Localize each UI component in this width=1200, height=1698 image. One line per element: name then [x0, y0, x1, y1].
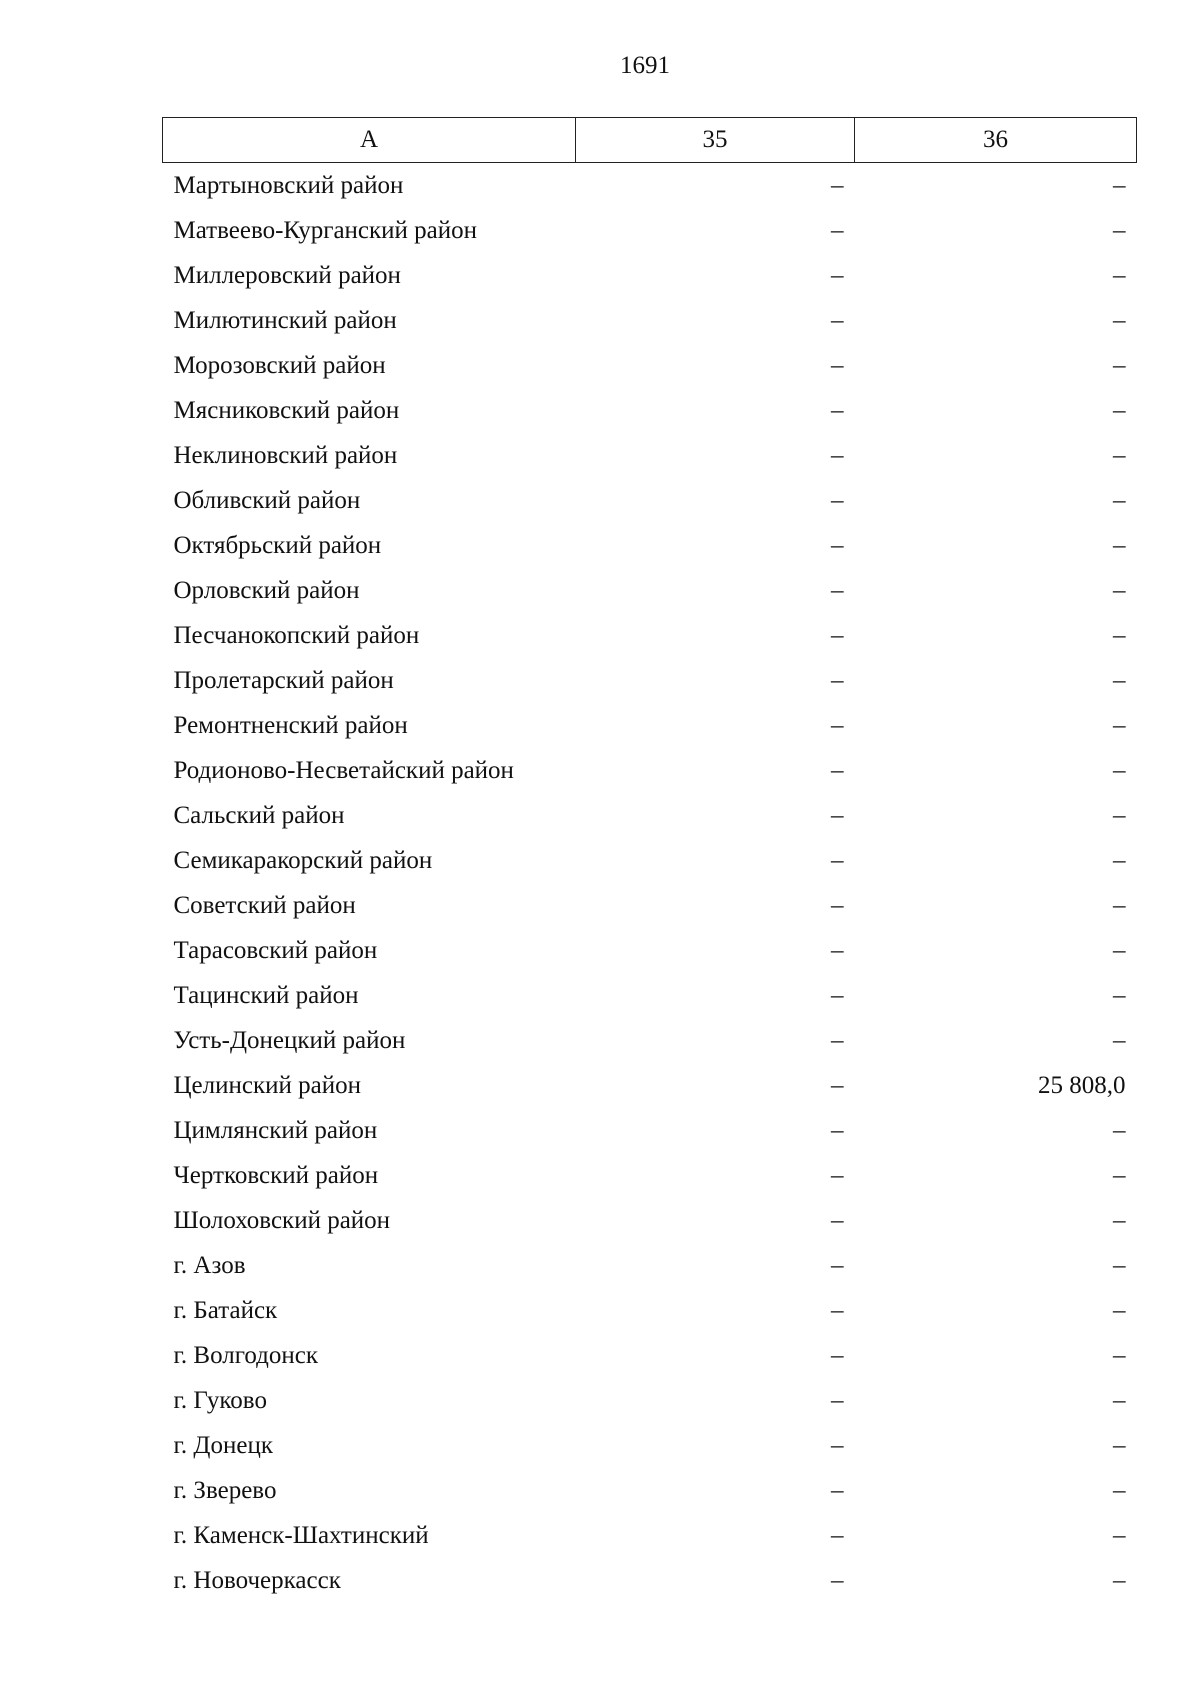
- row-value-35: –: [831, 441, 844, 469]
- row-value-36: –: [1113, 1566, 1126, 1594]
- row-value-36: –: [1113, 1206, 1126, 1234]
- row-name: Морозовский район: [173, 351, 386, 379]
- row-value-35: –: [831, 621, 844, 649]
- row-name: Шолоховский район: [173, 1206, 391, 1234]
- header-col-35: 35: [576, 118, 855, 163]
- row-name: Ремонтненский район: [173, 711, 408, 739]
- row-value-35: –: [831, 171, 844, 199]
- row-value-35: –: [831, 1386, 844, 1414]
- row-value-35: –: [831, 261, 844, 289]
- row-name: Октябрьский район: [173, 531, 382, 559]
- row-value-36: –: [1113, 171, 1126, 199]
- row-value-36: –: [1113, 756, 1126, 784]
- row-name: г. Азов: [173, 1251, 246, 1279]
- row-value-36: –: [1113, 666, 1126, 694]
- table-body: [163, 163, 1137, 1604]
- row-name: г. Гуково: [173, 1386, 267, 1414]
- row-name: Милютинский район: [173, 306, 397, 334]
- row-value-36: –: [1113, 1116, 1126, 1144]
- row-name: Мясниковский район: [173, 396, 400, 424]
- row-value-36: –: [1113, 306, 1126, 334]
- row-name: Семикаракорский район: [173, 846, 433, 874]
- table-row: [163, 163, 1137, 209]
- row-value-35: –: [831, 801, 844, 829]
- table-row: [163, 1198, 1137, 1243]
- row-name: Чертковский район: [173, 1161, 379, 1189]
- row-name: Орловский район: [173, 576, 360, 604]
- row-value-35: –: [831, 396, 844, 424]
- table-row: [163, 748, 1137, 793]
- table-row: [163, 1153, 1137, 1198]
- row-value-36: 25 808,0: [1038, 1071, 1126, 1099]
- row-name: Песчанокопский район: [173, 621, 420, 649]
- row-name: Целинский район: [173, 1071, 361, 1099]
- table-row: [163, 703, 1137, 748]
- row-value-36: –: [1113, 1296, 1126, 1324]
- row-value-35: –: [831, 1251, 844, 1279]
- row-value-35: –: [831, 1161, 844, 1189]
- table-row: [163, 883, 1137, 928]
- row-value-36: –: [1113, 351, 1126, 379]
- table-row: [163, 1108, 1137, 1153]
- row-name: Миллеровский район: [173, 261, 401, 289]
- data-table-container: [162, 117, 1136, 1603]
- row-value-36: –: [1113, 1431, 1126, 1459]
- row-name: Сальский район: [173, 801, 345, 829]
- row-name: Обливский район: [173, 486, 361, 514]
- table-row: [163, 838, 1137, 883]
- row-name: Пролетарский район: [173, 666, 394, 694]
- row-value-35: –: [831, 666, 844, 694]
- table-row: [163, 253, 1137, 298]
- row-value-36: –: [1113, 1386, 1126, 1414]
- table-row: [163, 1423, 1137, 1468]
- header-col-a: А: [163, 118, 576, 163]
- row-value-35: –: [831, 216, 844, 244]
- row-name: г. Волгодонск: [173, 1341, 319, 1369]
- row-name: Цимлянский район: [173, 1116, 378, 1144]
- table-row: [163, 388, 1137, 433]
- row-value-35: –: [831, 1026, 844, 1054]
- table-row: [163, 1288, 1137, 1333]
- table-row: [163, 568, 1137, 613]
- row-name: Неклиновский район: [173, 441, 398, 469]
- row-value-35: –: [831, 306, 844, 334]
- table-row: [163, 1243, 1137, 1288]
- table-row: [163, 208, 1137, 253]
- row-name: Тарасовский район: [173, 936, 378, 964]
- row-value-35: –: [831, 711, 844, 739]
- row-value-36: –: [1113, 1161, 1126, 1189]
- row-name: г. Зверево: [173, 1476, 277, 1504]
- row-name: г. Каменск-Шахтинский: [173, 1521, 429, 1549]
- row-name: Матвеево-Курганский район: [173, 216, 478, 244]
- row-name: Мартыновский район: [173, 171, 404, 199]
- row-value-36: –: [1113, 711, 1126, 739]
- row-value-36: –: [1113, 531, 1126, 559]
- table-row: [163, 658, 1137, 703]
- row-name: г. Донецк: [173, 1431, 273, 1459]
- row-value-35: –: [831, 756, 844, 784]
- row-value-35: –: [831, 1206, 844, 1234]
- row-value-36: –: [1113, 576, 1126, 604]
- table-row: [163, 613, 1137, 658]
- row-value-35: –: [831, 351, 844, 379]
- header-row: [163, 118, 1137, 163]
- row-value-35: –: [831, 1521, 844, 1549]
- row-value-35: –: [831, 1296, 844, 1324]
- table-row: [163, 298, 1137, 343]
- row-value-35: –: [831, 891, 844, 919]
- row-value-35: –: [831, 936, 844, 964]
- row-value-35: –: [831, 1476, 844, 1504]
- row-value-36: –: [1113, 801, 1126, 829]
- row-value-36: –: [1113, 396, 1126, 424]
- row-value-36: –: [1113, 261, 1126, 289]
- row-value-35: –: [831, 1071, 844, 1099]
- table-row: [163, 1378, 1137, 1423]
- row-value-36: –: [1113, 621, 1126, 649]
- table-row: [163, 1018, 1137, 1063]
- table-row: [163, 433, 1137, 478]
- table-row: [163, 343, 1137, 388]
- table-row: [163, 1333, 1137, 1378]
- row-value-36: –: [1113, 891, 1126, 919]
- table-row: [163, 793, 1137, 838]
- row-name: г. Батайск: [173, 1296, 278, 1324]
- row-value-35: –: [831, 1116, 844, 1144]
- row-value-36: –: [1113, 936, 1126, 964]
- row-value-36: –: [1113, 1521, 1126, 1549]
- header-col-36: 36: [855, 118, 1137, 163]
- table-row: [163, 1468, 1137, 1513]
- row-value-36: –: [1113, 1251, 1126, 1279]
- row-value-35: –: [831, 531, 844, 559]
- row-value-36: –: [1113, 441, 1126, 469]
- table-row: [163, 973, 1137, 1018]
- row-value-35: –: [831, 1431, 844, 1459]
- page-number: 1691: [620, 52, 670, 79]
- table-header: [163, 118, 1137, 163]
- table-row: [163, 928, 1137, 973]
- row-name: г. Новочеркасск: [173, 1566, 341, 1594]
- table-row: [163, 1558, 1137, 1603]
- table-row: [163, 1513, 1137, 1558]
- row-value-36: –: [1113, 1476, 1126, 1504]
- table-row: [163, 1063, 1137, 1108]
- row-value-35: –: [831, 981, 844, 1009]
- data-table: [162, 117, 1137, 1603]
- row-value-35: –: [831, 576, 844, 604]
- row-name: Усть-Донецкий район: [173, 1026, 406, 1054]
- row-value-35: –: [831, 846, 844, 874]
- row-value-35: –: [831, 1341, 844, 1369]
- row-name: Советский район: [173, 891, 356, 919]
- row-value-36: –: [1113, 1341, 1126, 1369]
- row-value-36: –: [1113, 1026, 1126, 1054]
- row-value-36: –: [1113, 216, 1126, 244]
- row-name: Родионово-Несветайский район: [173, 756, 514, 784]
- row-value-35: –: [831, 1566, 844, 1594]
- row-value-36: –: [1113, 486, 1126, 514]
- table-row: [163, 523, 1137, 568]
- row-value-36: –: [1113, 981, 1126, 1009]
- row-value-35: –: [831, 486, 844, 514]
- row-value-36: –: [1113, 846, 1126, 874]
- table-row: [163, 478, 1137, 523]
- row-name: Тацинский район: [173, 981, 359, 1009]
